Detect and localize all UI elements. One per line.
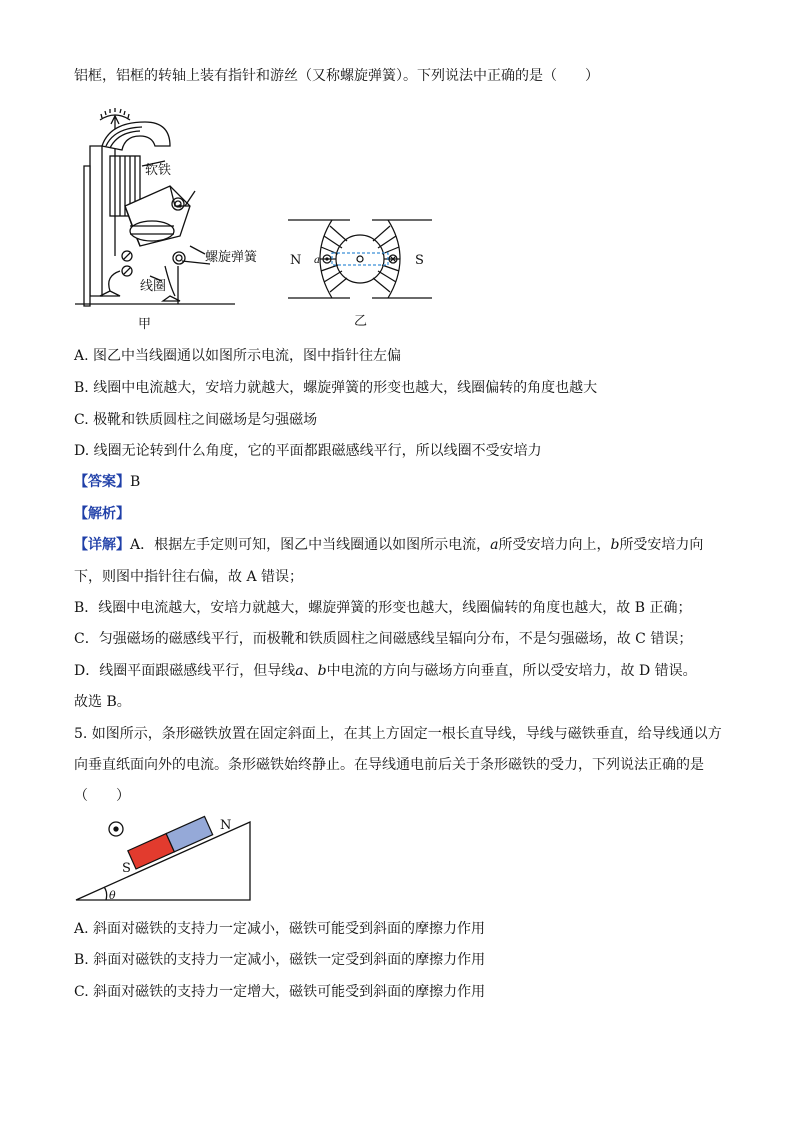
detail-text: 、 (303, 663, 318, 679)
detail-line-2: 下，则图中指针往右偏，故 A 错误； (74, 569, 304, 585)
detail-text: 所受安培力向上， (498, 537, 611, 553)
detail-text: A．根据左手定则可知，图乙中当线圈通以如图所示电流， (130, 537, 491, 553)
detail-line-1 (74, 535, 703, 555)
q4-option-c: C. 极靴和铁质圆柱之间磁场是匀强磁场 (74, 412, 318, 428)
answer-value: B (130, 474, 141, 490)
detail-line-6: 故选 B。 (74, 694, 131, 710)
label-theta: θ (109, 889, 116, 902)
q5-stem-line-2: 向垂直纸面向外的电流。条形磁铁始终静止。在导线通电前后关于条形磁铁的受力，下列说法正确的是 (74, 757, 704, 773)
var-a: a (295, 663, 304, 679)
q4-option-a: A. 图乙中当线圈通以如图所示电流，图中指针往左偏 (74, 348, 402, 364)
q5-option-c: C. 斜面对磁铁的支持力一定增大，磁铁可能受到斜面的摩擦力作用 (74, 984, 486, 1000)
label-coil: 线圈 (140, 279, 167, 294)
q5-stem-line-3: （ ） (74, 788, 130, 804)
label-pole-n: N (290, 253, 302, 268)
caption-yi: 乙 (354, 314, 368, 329)
label-soft-iron: 软铁 (145, 163, 172, 178)
detail-line-5 (74, 661, 697, 681)
answer-tag: 【答案】 (74, 474, 130, 490)
q4-option-d: D. 线圈无论转到什么角度，它的平面都跟磁感线平行，所以线圈不受安培力 (74, 443, 542, 459)
detail-text: D．线圈平面跟磁感线平行，但导线 (74, 663, 296, 679)
detail-text: 中电流的方向与磁场方向垂直，所以受安培力，故 D 错误。 (326, 663, 697, 679)
label-magnet-s: S (122, 861, 131, 876)
q4-option-b: B. 线圈中电流越大，安培力就越大，螺旋弹簧的形变也越大，线圈偏转的角度也越大 (74, 380, 598, 396)
label-pole-s: S (415, 253, 424, 268)
detail-line-4: C．匀强磁场的磁感线平行，而极靴和铁质圆柱之间磁感线呈辐向分布，不是匀强磁场，故 C 错误； (74, 631, 693, 647)
figure-yi-radial-field (280, 210, 440, 330)
detail-text: 所受安培力向 (619, 537, 704, 553)
label-magnet-n: N (220, 818, 232, 833)
caption-jia: 甲 (138, 317, 152, 332)
answer-line (74, 472, 140, 492)
detail-line-3: B．线圈中电流越大，安培力就越大，螺旋弹簧的形变也越大，线圈偏转的角度也越大，故 B 正确； (74, 600, 692, 616)
var-b: b (317, 663, 327, 679)
q5-option-b: B. 斜面对磁铁的支持力一定减小，磁铁一定受到斜面的摩擦力作用 (74, 952, 486, 968)
q5-option-a: A. 斜面对磁铁的支持力一定减小，磁铁可能受到斜面的摩擦力作用 (74, 921, 486, 937)
label-spiral-spring: 螺旋弹簧 (205, 250, 258, 265)
label-conductor-a: a (314, 255, 320, 266)
q5-stem-line-1: 5. 如图所示，条形磁铁放置在固定斜面上，在其上方固定一根长直导线，导线与磁铁垂直，给导线通以方 (74, 726, 722, 742)
figure-q5-incline (72, 812, 262, 907)
figure-jia-galvanometer (70, 106, 270, 331)
detail-tag: 【详解】 (74, 537, 130, 553)
analysis-tag (74, 504, 130, 524)
var-b: b (610, 537, 620, 553)
analysis-heading: 【解析】 (74, 506, 130, 522)
var-a: a (490, 537, 499, 553)
question-4-stem-tail: 铝框，铝框的转轴上装有指针和游丝（又称螺旋弹簧）。下列说法中正确的是（ ） (74, 68, 599, 84)
